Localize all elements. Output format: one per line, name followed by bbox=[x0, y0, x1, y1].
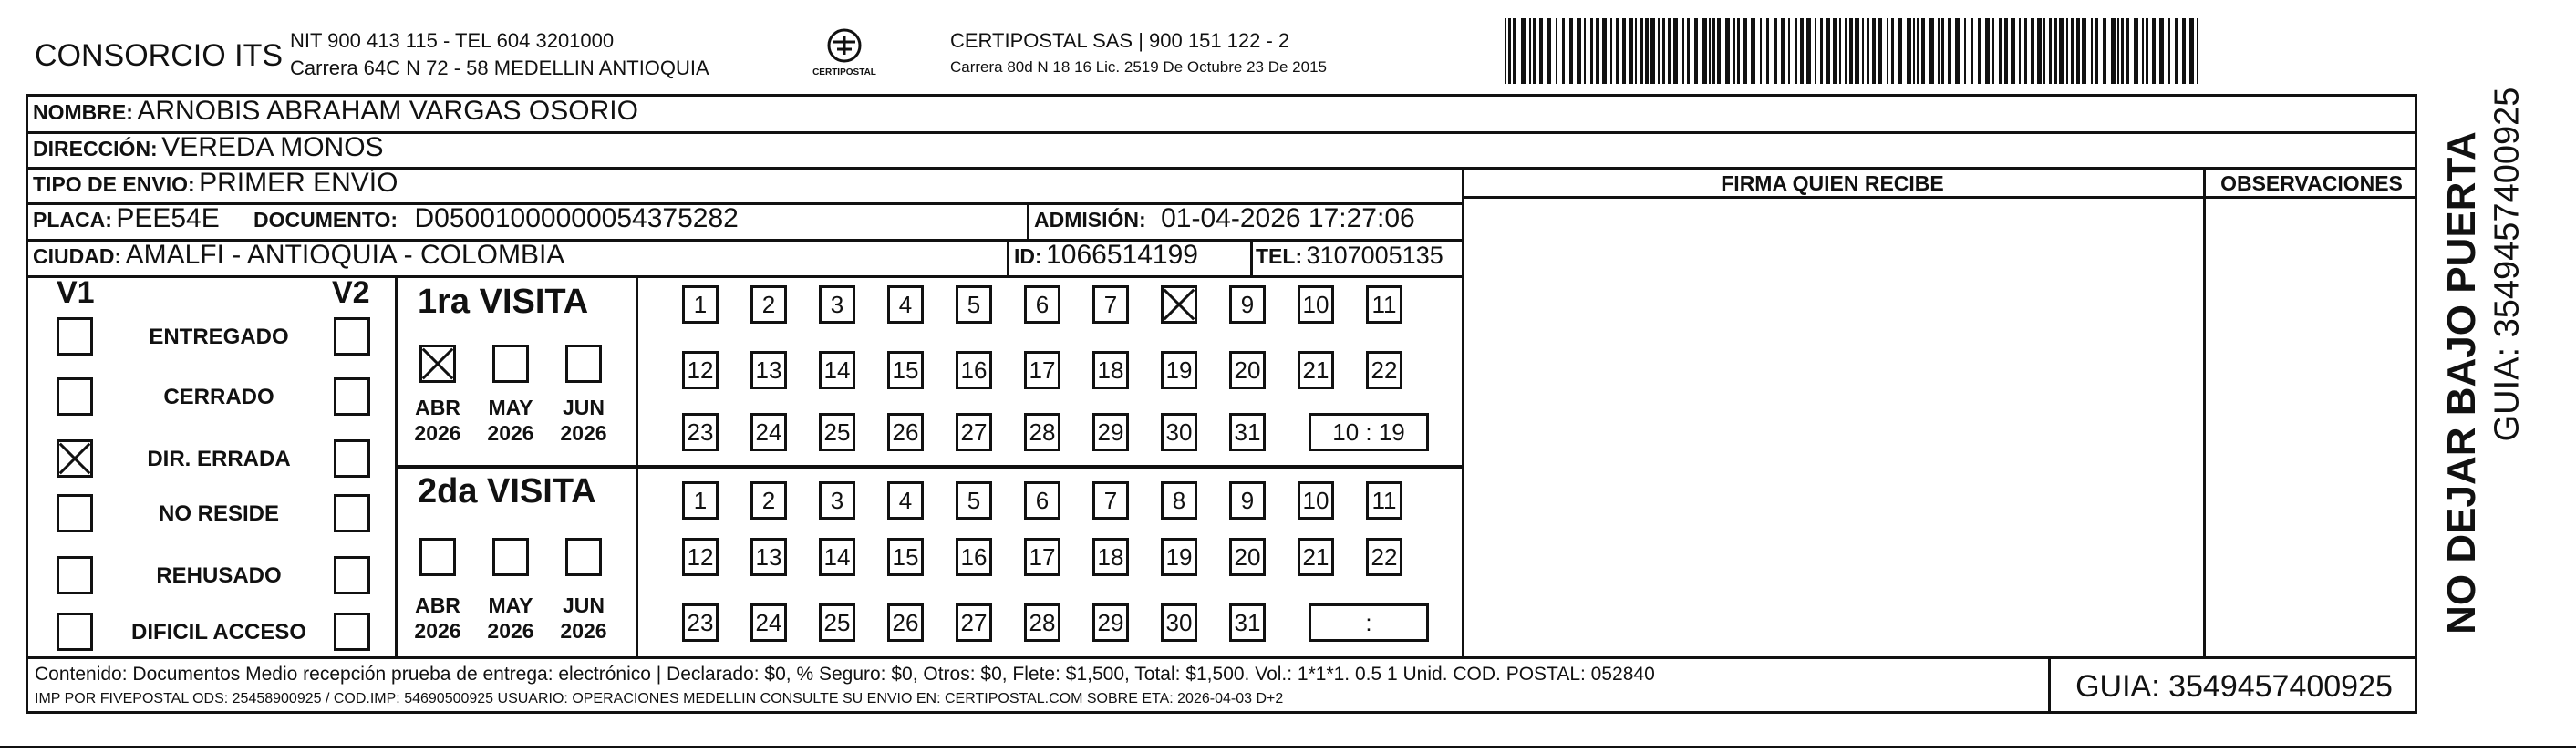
day-box[interactable]: 14 bbox=[819, 351, 855, 389]
day-box[interactable]: 30 bbox=[1161, 413, 1197, 451]
day-box[interactable]: 11 bbox=[1366, 481, 1402, 520]
side-warning: NO DEJAR BAJO PUERTA bbox=[2439, 131, 2484, 634]
id-row bbox=[1014, 240, 1198, 271]
v1-label: V1 bbox=[57, 275, 95, 310]
status-label: DIR. ERRADA bbox=[147, 447, 291, 471]
v2-label: V2 bbox=[332, 275, 370, 310]
nombre-value: ARNOBIS ABRAHAM VARGAS OSORIO bbox=[137, 96, 638, 126]
day-box[interactable]: 4 bbox=[887, 285, 924, 324]
admision-row bbox=[1034, 203, 1415, 234]
day-box[interactable]: 5 bbox=[956, 481, 992, 520]
day-box[interactable]: 21 bbox=[1298, 351, 1334, 389]
day-box[interactable]: 15 bbox=[887, 351, 924, 389]
v1-checkbox[interactable] bbox=[57, 377, 93, 416]
placa-row bbox=[33, 203, 220, 234]
v1-checkbox[interactable] bbox=[57, 439, 93, 478]
day-box[interactable]: 20 bbox=[1229, 538, 1266, 576]
day-box[interactable]: 29 bbox=[1092, 413, 1129, 451]
placa-label: PLACA: bbox=[33, 208, 112, 232]
month-checkbox[interactable] bbox=[419, 538, 456, 576]
day-box[interactable]: 6 bbox=[1024, 481, 1060, 520]
day-box[interactable]: 18 bbox=[1092, 351, 1129, 389]
month-checkbox[interactable] bbox=[492, 538, 529, 576]
day-box[interactable]: 25 bbox=[819, 413, 855, 451]
day-box[interactable]: 26 bbox=[887, 603, 924, 642]
month-label: JUN bbox=[562, 396, 605, 419]
firma-label: FIRMA QUIEN RECIBE bbox=[1721, 171, 1944, 195]
day-box[interactable]: 19 bbox=[1161, 351, 1197, 389]
month-label: JUN bbox=[562, 593, 605, 617]
day-box[interactable]: 25 bbox=[819, 603, 855, 642]
day-box[interactable]: 15 bbox=[887, 538, 924, 576]
day-box[interactable]: 10 bbox=[1298, 285, 1334, 324]
day-box[interactable]: 12 bbox=[682, 538, 719, 576]
month-label: MAY bbox=[488, 396, 533, 419]
day-box[interactable]: 19 bbox=[1161, 538, 1197, 576]
month-checkbox[interactable] bbox=[565, 345, 602, 383]
tipo-label: TIPO DE ENVIO: bbox=[33, 172, 195, 196]
v2-checkbox[interactable] bbox=[334, 377, 370, 416]
documento-row bbox=[253, 203, 739, 234]
day-box[interactable]: 9 bbox=[1229, 285, 1266, 324]
day-box[interactable]: 26 bbox=[887, 413, 924, 451]
carrier-address: Carrera 80d N 18 16 Lic. 2519 De Octubre 23 De 2015 bbox=[950, 58, 1327, 76]
placa-value: PEE54E bbox=[116, 203, 220, 233]
day-box[interactable]: 10 bbox=[1298, 481, 1334, 520]
day-box[interactable]: 16 bbox=[956, 538, 992, 576]
barcode bbox=[1503, 18, 2205, 84]
id-value: 1066514199 bbox=[1046, 240, 1198, 270]
year-label: 2026 bbox=[414, 619, 461, 643]
footer-print-info: IMP POR FIVEPOSTAL ODS: 25458900925 / COD.IMP: 54690500925 USUARIO: OPERACIONES MEDELLIN CONSULTE SU ENVIO EN: CERTIPOSTAL.COM SOBRE ETA: 2026-04-03 D+2 bbox=[35, 691, 1284, 707]
month-label: ABR bbox=[415, 593, 460, 617]
status-label: DIFICIL ACCESO bbox=[130, 620, 306, 645]
v1-checkbox[interactable] bbox=[57, 494, 93, 532]
day-box[interactable]: 2 bbox=[750, 481, 787, 520]
direccion-label: DIRECCIÓN: bbox=[33, 137, 158, 160]
visit1-title: 1ra VISITA bbox=[418, 283, 589, 321]
day-box[interactable]: 6 bbox=[1024, 285, 1060, 324]
direccion-row bbox=[33, 132, 384, 163]
day-box[interactable]: 8 bbox=[1161, 481, 1197, 520]
side-guia: GUIA: 3549457400925 bbox=[2488, 87, 2527, 442]
company-nit: NIT 900 413 115 - TEL 604 3201000 bbox=[290, 29, 615, 52]
ciudad-label: CIUDAD: bbox=[33, 244, 122, 268]
observaciones-label: OBSERVACIONES bbox=[2220, 171, 2403, 195]
day-box[interactable]: 24 bbox=[750, 413, 787, 451]
certipostal-logo bbox=[810, 27, 879, 80]
day-box[interactable]: 1 bbox=[682, 285, 719, 324]
day-box[interactable]: 12 bbox=[682, 351, 719, 389]
day-box[interactable]: 28 bbox=[1024, 603, 1060, 642]
footer-content: Contenido: Documentos Medio recepción prueba de entrega: electrónico | Declarado: $0, % Seguro: $0, Otros: $0, Flete: $1,500, Total: $1,500. Vol.: 1*1*1. 0.5 1 Unid. COD. POSTAL: 052840 bbox=[35, 664, 1655, 685]
status-label: REHUSADO bbox=[156, 563, 282, 588]
month-checkbox[interactable] bbox=[565, 538, 602, 576]
day-box[interactable]: 23 bbox=[682, 603, 719, 642]
status-label: ENTREGADO bbox=[149, 325, 289, 349]
status-label: CERRADO bbox=[163, 385, 274, 409]
tel-label: TEL: bbox=[1256, 244, 1303, 268]
tel-value: 3107005135 bbox=[1306, 242, 1443, 269]
day-box[interactable]: 21 bbox=[1298, 538, 1334, 576]
footer-guia: GUIA: 3549457400925 bbox=[2075, 669, 2393, 704]
v1-checkbox[interactable] bbox=[57, 613, 93, 651]
day-box[interactable]: 18 bbox=[1092, 538, 1129, 576]
company-address: Carrera 64C N 72 - 58 MEDELLIN ANTIOQUIA bbox=[290, 57, 709, 79]
month-label: ABR bbox=[415, 396, 460, 419]
day-box[interactable]: 30 bbox=[1161, 603, 1197, 642]
day-box[interactable]: 27 bbox=[956, 413, 992, 451]
day-box[interactable]: 22 bbox=[1366, 351, 1402, 389]
id-label: ID: bbox=[1014, 244, 1042, 268]
day-box[interactable]: 2 bbox=[750, 285, 787, 324]
ciudad-row bbox=[33, 240, 564, 271]
year-label: 2026 bbox=[487, 619, 534, 643]
company-name: CONSORCIO ITS bbox=[35, 38, 284, 73]
v2-checkbox[interactable] bbox=[334, 317, 370, 356]
documento-value: D05001000000054375282 bbox=[414, 203, 739, 233]
admision-label: ADMISIÓN: bbox=[1034, 208, 1146, 232]
day-box[interactable]: 28 bbox=[1024, 413, 1060, 451]
month-checkbox[interactable] bbox=[492, 345, 529, 383]
day-box[interactable]: 13 bbox=[750, 538, 787, 576]
v1-checkbox[interactable] bbox=[57, 556, 93, 594]
day-box[interactable]: 17 bbox=[1024, 538, 1060, 576]
day-box[interactable]: 22 bbox=[1366, 538, 1402, 576]
carrier-name: CERTIPOSTAL SAS | 900 151 122 - 2 bbox=[950, 29, 1290, 52]
visit2-title: 2da VISITA bbox=[418, 472, 596, 511]
year-label: 2026 bbox=[414, 421, 461, 445]
day-box[interactable]: 9 bbox=[1229, 481, 1266, 520]
day-box[interactable]: 7 bbox=[1092, 285, 1129, 324]
year-label: 2026 bbox=[560, 421, 607, 445]
day-box[interactable]: 11 bbox=[1366, 285, 1402, 324]
day-box[interactable]: 3 bbox=[819, 285, 855, 324]
day-box[interactable]: 20 bbox=[1229, 351, 1266, 389]
day-box[interactable]: 24 bbox=[750, 603, 787, 642]
day-box[interactable]: 5 bbox=[956, 285, 992, 324]
v1-checkbox[interactable] bbox=[57, 317, 93, 356]
year-label: 2026 bbox=[560, 619, 607, 643]
nombre-label: NOMBRE: bbox=[33, 100, 133, 124]
day-box[interactable]: 4 bbox=[887, 481, 924, 520]
day-box[interactable]: 29 bbox=[1092, 603, 1129, 642]
day-box[interactable]: 13 bbox=[750, 351, 787, 389]
day-box[interactable]: 23 bbox=[682, 413, 719, 451]
v2-checkbox[interactable] bbox=[334, 494, 370, 532]
admision-value: 01-04-2026 17:27:06 bbox=[1161, 203, 1415, 233]
day-box[interactable]: 1 bbox=[682, 481, 719, 520]
day-box[interactable]: 3 bbox=[819, 481, 855, 520]
day-box[interactable]: 17 bbox=[1024, 351, 1060, 389]
status-label: NO RESIDE bbox=[158, 501, 280, 526]
nombre-row bbox=[33, 96, 638, 127]
direccion-value: VEREDA MONOS bbox=[161, 132, 384, 162]
v2-checkbox[interactable] bbox=[334, 439, 370, 478]
day-box[interactable]: 27 bbox=[956, 603, 992, 642]
time-box[interactable]: 10 : 19 bbox=[1309, 413, 1429, 451]
month-checkbox[interactable] bbox=[419, 345, 456, 383]
tel-row bbox=[1256, 242, 1443, 270]
logo-caption: CERTIPOSTAL bbox=[812, 67, 876, 77]
documento-label: DOCUMENTO: bbox=[253, 208, 398, 232]
year-label: 2026 bbox=[487, 421, 534, 445]
day-box[interactable]: 16 bbox=[956, 351, 992, 389]
time-box[interactable]: : bbox=[1309, 603, 1429, 642]
v2-checkbox[interactable] bbox=[334, 613, 370, 651]
day-box[interactable] bbox=[1161, 285, 1197, 324]
tipo-row bbox=[33, 168, 398, 199]
ciudad-value: AMALFI - ANTIOQUIA - COLOMBIA bbox=[125, 240, 565, 270]
v2-checkbox[interactable] bbox=[334, 556, 370, 594]
day-box[interactable]: 31 bbox=[1229, 413, 1266, 451]
day-box[interactable]: 7 bbox=[1092, 481, 1129, 520]
month-label: MAY bbox=[488, 593, 533, 617]
tipo-value: PRIMER ENVÍO bbox=[199, 168, 398, 198]
day-box[interactable]: 31 bbox=[1229, 603, 1266, 642]
day-box[interactable]: 14 bbox=[819, 538, 855, 576]
